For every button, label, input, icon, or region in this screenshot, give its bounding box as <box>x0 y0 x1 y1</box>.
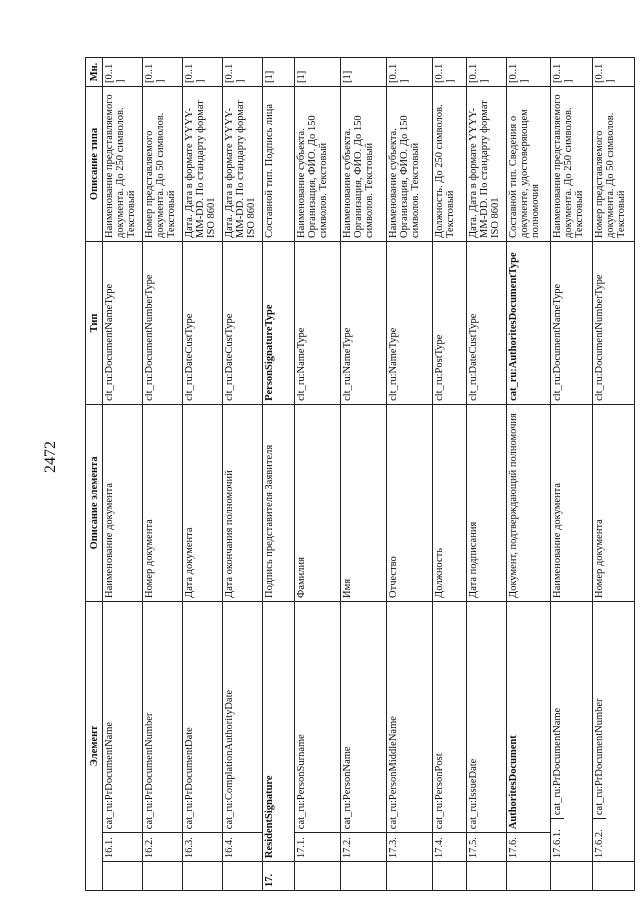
type-description: Наименование субъекта. Организация, ФИО. До 150 символов. Текстовый <box>341 86 387 241</box>
row-number: 17.3. <box>387 833 433 862</box>
table-row <box>593 58 635 891</box>
element-description: Наименование документа <box>551 404 593 601</box>
element-name: cat_ru:PrDocumentNumber <box>594 698 605 816</box>
row-indent <box>507 862 551 891</box>
spec-table <box>85 57 635 891</box>
element-description: Должность <box>433 404 467 601</box>
element-name: cat_ru:ComplationAuthorityDate <box>223 601 263 832</box>
row-indent <box>183 862 223 891</box>
multiplicity: [1] <box>341 58 387 87</box>
multiplicity: [0..1] <box>143 58 183 87</box>
type-name: clt_ru:NameType <box>387 241 433 404</box>
element-description: Наименование документа <box>103 404 143 601</box>
row-number: 16.2. <box>143 833 183 862</box>
row-number: 17.6. <box>507 833 551 862</box>
element-name: cat_ru:PersonMiddleName <box>387 601 433 832</box>
multiplicity: [0..1] <box>223 58 263 87</box>
header-multiplicity: Мн. <box>86 58 103 87</box>
row-indent <box>223 862 263 891</box>
table-row <box>223 58 263 891</box>
table-header-row <box>86 58 103 891</box>
row-number: 16.1. <box>103 833 143 862</box>
type-name: clt_ru:NameType <box>341 241 387 404</box>
row-indent <box>295 862 341 891</box>
type-description: Наименование представляемого документа. До 250 символов. Текстовый <box>103 86 143 241</box>
type-description: Должность. До 250 символов. Текстовый <box>433 86 467 241</box>
table-row <box>143 58 183 891</box>
type-name: clt_ru:DateCustType <box>183 241 223 404</box>
multiplicity: [1] <box>263 58 295 87</box>
row-indent <box>143 862 183 891</box>
table-row <box>183 58 223 891</box>
nested-cell <box>551 601 593 861</box>
table-row <box>341 58 387 891</box>
multiplicity: [1] <box>295 58 341 87</box>
row-indent <box>551 862 593 891</box>
row-number: 17. <box>263 862 295 891</box>
document-table-container <box>85 57 627 891</box>
type-name: clt_ru:DocumentNumberType <box>143 241 183 404</box>
table-row <box>295 58 341 891</box>
header-type: Тип <box>86 241 103 404</box>
element-description: Дата подписания <box>467 404 507 601</box>
type-description: Дата. Дата в формате YYYY-MM-DD. По стандарту формат ISO 8601 <box>223 86 263 241</box>
type-name: clt_ru:PostType <box>433 241 467 404</box>
row-indent <box>433 862 467 891</box>
nested-cell <box>593 601 635 861</box>
row-number: 17.6.2. <box>593 818 606 861</box>
type-description: Составной тип. Подпись лица <box>263 86 295 241</box>
table-row <box>433 58 467 891</box>
element-description: Дата окончания полномочий <box>223 404 263 601</box>
multiplicity: [0..1] <box>183 58 223 87</box>
row-indent <box>467 862 507 891</box>
row-indent <box>593 862 635 891</box>
multiplicity: [0..1] <box>507 58 551 87</box>
table-body <box>103 58 635 891</box>
element-description: Дата документа <box>183 404 223 601</box>
row-number: 17.1. <box>295 833 341 862</box>
element-description: Отчество <box>387 404 433 601</box>
table-row <box>103 58 143 891</box>
page-number: 2472 <box>42 441 59 473</box>
element-name: cat_ru:PersonPost <box>433 601 467 832</box>
type-name: clt_ru:DocumentNameType <box>551 241 593 404</box>
multiplicity: [0..1] <box>387 58 433 87</box>
element-description: Документ, подтверждающий полномочия <box>507 404 551 601</box>
element-name: cat_ru:PrDocumentDate <box>183 601 223 832</box>
multiplicity: [0..1] <box>551 58 593 87</box>
element-description: Номер документа <box>593 404 635 601</box>
element-name: cat_ru:PersonSurname <box>295 601 341 832</box>
type-name: cat_ru:AuthoritesDocumentType <box>507 241 551 404</box>
type-name: clt_ru:DateCustType <box>223 241 263 404</box>
element-name: ResidentSignature <box>263 601 295 861</box>
multiplicity: [0..1] <box>467 58 507 87</box>
type-name: PersonSignatureType <box>263 241 295 404</box>
multiplicity: [0..1] <box>593 58 635 87</box>
row-number: 17.2. <box>341 833 387 862</box>
type-description: Дата. Дата в формате YYYY-MM-DD. По стандарту формат ISO 8601 <box>183 86 223 241</box>
row-number: 16.3. <box>183 833 223 862</box>
element-name: cat_ru:PrDocumentName <box>103 601 143 832</box>
row-indent <box>387 862 433 891</box>
element-description: Подпись представителя Заявителя <box>263 404 295 601</box>
header-element-description: Описание элемента <box>86 404 103 601</box>
row-number: 17.5. <box>467 833 507 862</box>
type-description: Номер представляемого документа. До 50 символов. Текстовый <box>143 86 183 241</box>
element-name: cat_ru:PrDocumentNumber <box>143 601 183 832</box>
type-name: clt_ru:DocumentNumberType <box>593 241 635 404</box>
type-description: Номер представляемого документа. До 50 символов. Текстовый <box>593 86 635 241</box>
type-description: Составной тип. Сведения о документе, удостоверяющем полномочия <box>507 86 551 241</box>
header-element: Элемент <box>86 601 103 890</box>
type-description: Наименование субъекта. Организация, ФИО. До 150 символов. Текстовый <box>295 86 341 241</box>
row-number: 17.6.1. <box>551 818 564 861</box>
table-row <box>387 58 433 891</box>
element-name: cat_ru:PrDocumentName <box>552 707 563 816</box>
table-row <box>467 58 507 891</box>
element-name: cat_ru:PersonName <box>341 601 387 832</box>
type-name: clt_ru:DateCustType <box>467 241 507 404</box>
element-description: Номер документа <box>143 404 183 601</box>
multiplicity: [0..1] <box>433 58 467 87</box>
element-description: Фамилия <box>295 404 341 601</box>
row-indent <box>103 862 143 891</box>
element-name: AuthoritesDocument <box>507 601 551 832</box>
header-type-description: Описание типа <box>86 86 103 241</box>
type-description: Наименование субъекта. Организация, ФИО. До 150 символов. Текстовый <box>387 86 433 241</box>
table-row <box>507 58 551 891</box>
multiplicity: [0..1] <box>103 58 143 87</box>
type-description: Дата. Дата в формате YYYY-MM-DD. По стандарту формат ISO 8601 <box>467 86 507 241</box>
type-name: clt_ru:NameType <box>295 241 341 404</box>
row-indent <box>341 862 387 891</box>
type-name: clt_ru:DocumentNameType <box>103 241 143 404</box>
table-row <box>263 58 295 891</box>
row-number: 16.4. <box>223 833 263 862</box>
element-name: cat_ru:IssueDate <box>467 601 507 832</box>
element-description: Имя <box>341 404 387 601</box>
table-row <box>551 58 593 891</box>
row-number: 17.4. <box>433 833 467 862</box>
type-description: Наименование представляемого документа. До 250 символов. Текстовый <box>551 86 593 241</box>
